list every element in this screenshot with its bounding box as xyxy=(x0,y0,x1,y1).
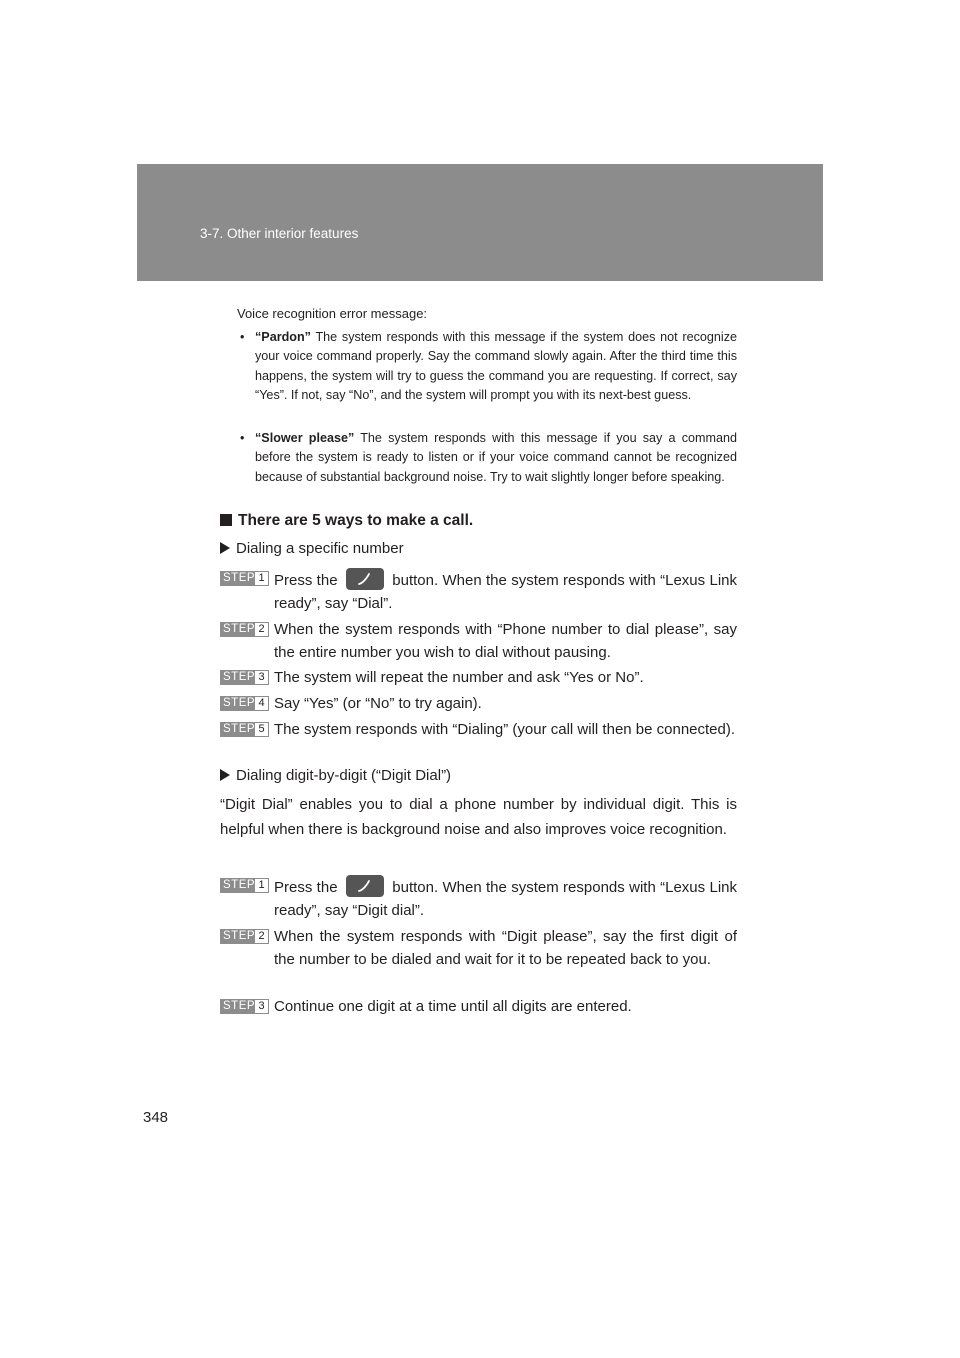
section-title: 3-7. Other interior features xyxy=(200,226,359,241)
method2-step-2 xyxy=(220,926,737,971)
step-badge: STEP 1 xyxy=(220,878,269,893)
step-text: Continue one digit at a time until all digits are entered. xyxy=(274,998,632,1015)
method1-step-4 xyxy=(220,693,737,716)
bullet-pardon xyxy=(240,328,737,405)
step-badge: STEP 4 xyxy=(220,696,269,711)
method-title-text: Dialing digit-by-digit (“Digit Dial”) xyxy=(236,767,452,784)
step-badge: STEP 3 xyxy=(220,670,269,685)
step-text: When the system responds with “Digit please”, say the first digit of the number to be dialed and wait for it to be repeated back to you. xyxy=(274,928,737,968)
step-text: The system responds with “Dialing” (your call will then be connected). xyxy=(274,721,736,738)
bullet-term: “Slower please” xyxy=(255,431,355,445)
step-text: button. When the system responds with “Lexus Link ready”, say “Digit dial”. xyxy=(274,879,738,919)
method-2-title xyxy=(220,767,451,784)
step-text: button. When the system responds with “Lexus Link ready”, say “Dial”. xyxy=(274,572,738,612)
bullet-dot: • xyxy=(240,431,245,445)
step-text: Say “Yes” (or “No” to try again). xyxy=(274,695,482,712)
digit-dial-intro: “Digit Dial” enables you to dial a phone number by individual digit. This is helpful when there is background noise and also improves voice recognition. xyxy=(220,796,737,838)
phone-handset-icon xyxy=(346,875,384,897)
step-text: When the system responds with “Phone number to dial please”, say the entire number you wish to dial without pausing. xyxy=(274,621,737,661)
step-badge: STEP 2 xyxy=(220,622,269,637)
triangle-bullet-icon xyxy=(220,769,230,781)
bullet-text: The system responds with this message if you say a command before the system is ready to listen or if your voice command cannot be recognized because of substantial background noise. Try to wait slightly longer before speaking. xyxy=(255,431,738,484)
method1-step-1 xyxy=(220,568,737,615)
page-number: 348 xyxy=(143,1109,169,1126)
bullet-dot: • xyxy=(240,330,245,344)
section-heading xyxy=(220,512,473,530)
method-1-title xyxy=(220,540,404,557)
error-message-title: Voice recognition error message: xyxy=(237,306,428,321)
phone-handset-icon xyxy=(346,568,384,590)
step-badge: STEP 3 xyxy=(220,999,269,1014)
section-header-bar xyxy=(137,164,823,281)
step-text: Press the xyxy=(274,572,338,589)
bullet-term: “Pardon” xyxy=(255,330,311,344)
method2-step-1 xyxy=(220,875,737,922)
bullet-slower-please xyxy=(240,429,738,487)
step-text: Press the xyxy=(274,879,338,896)
bullet-text: The system responds with this message if the system does not recognize your voice command properly. Say the command slowly again. After the third time this happens, the system will try to guess the command you are requesting. If correct, say “Yes”. If not, say “No”, and the system will prompt you with its next-best guess. xyxy=(255,330,737,402)
step-badge: STEP 2 xyxy=(220,929,269,944)
step-badge: STEP 5 xyxy=(220,722,269,737)
step-text: The system will repeat the number and ask “Yes or No”. xyxy=(274,669,644,686)
triangle-bullet-icon xyxy=(220,542,230,554)
square-bullet-icon xyxy=(220,514,232,526)
method1-step-2 xyxy=(220,619,737,664)
method2-step-3 xyxy=(220,996,737,1019)
heading-text: There are 5 ways to make a call. xyxy=(238,512,474,529)
method1-step-3 xyxy=(220,667,737,690)
method1-step-5 xyxy=(220,719,737,742)
step-badge: STEP 1 xyxy=(220,571,269,586)
method-title-text: Dialing a specific number xyxy=(236,540,404,557)
